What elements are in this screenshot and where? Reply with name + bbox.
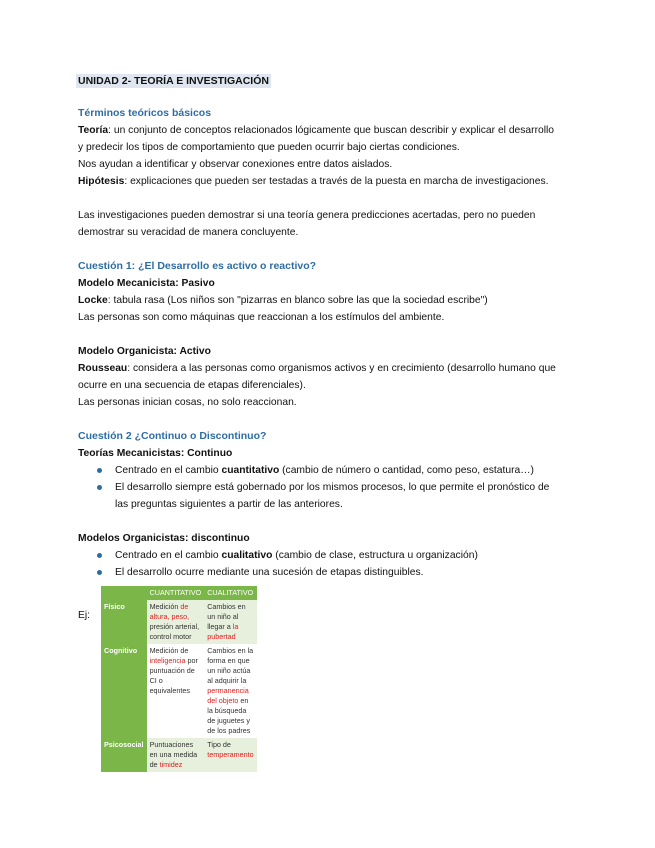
organicist-list (78, 547, 578, 581)
mechanistic-model-title: Modelo Mecanicista: Pasivo (78, 278, 215, 289)
row-header: Físico (101, 600, 147, 644)
table-header-empty (101, 586, 147, 600)
section-heading-q1: Cuestión 1: ¿El Desarrollo es activo o reactivo? (78, 260, 317, 272)
example-label: Ej: (78, 610, 91, 621)
list-item: El desarrollo siempre está gobernado por los mismos procesos, lo que permite el pronóstico de las preguntas siguientes a partir de las anteriores. (78, 479, 578, 513)
organicist-models-title: Modelos Organicistas: discontinuo (78, 533, 250, 544)
table-header-qualitative: CUALITATIVO (204, 586, 256, 600)
hypothesis-paragraph: Hipótesis: explicaciones que pueden ser testadas a través de la puesta en marcha de investigaciones. (78, 176, 549, 187)
list-item: El desarrollo ocurre mediante una sucesión de etapas distinguibles. (78, 564, 578, 581)
table-row (101, 644, 257, 738)
theory-paragraph-cont: y predecir los tipos de comportamiento que pueden ocurrir bajo ciertas condiciones. (78, 142, 460, 153)
section-heading-terms: Términos teóricos básicos (78, 107, 212, 119)
organicist-text: Las personas inician cosas, no solo reaccionan. (78, 397, 297, 408)
organicist-model-title: Modelo Organicista: Activo (78, 346, 211, 357)
bullet-icon (97, 485, 102, 490)
table-row (101, 600, 257, 644)
row-header: Psicosocial (101, 738, 147, 772)
rousseau-paragraph-cont: ocurre en una secuencia de etapas diferenciales). (78, 380, 306, 391)
mechanistic-text: Las personas son como máquinas que reaccionan a los estímulos del ambiente. (78, 312, 445, 323)
mechanistic-theories-title: Teorías Mecanicistas: Continuo (78, 448, 233, 459)
bullet-icon (97, 570, 102, 575)
list-item: Centrado en el cambio cuantitativo (cambio de número o cantidad, como peso, estatura…) (78, 462, 578, 479)
list-item: Centrado en el cambio cualitativo (cambio de clase, estructura u organización) (78, 547, 578, 564)
mechanistic-list (78, 462, 578, 513)
table-row (101, 738, 257, 772)
example-table (101, 586, 257, 772)
page-title: UNIDAD 2- TEORÍA E INVESTIGACIÓN (78, 75, 269, 87)
document-page (78, 74, 578, 581)
table-cell: Puntuaciones en una medida de timidez (147, 738, 205, 772)
table-cell: Medición de altura, peso, presión arterial, control motor (147, 600, 205, 644)
table-cell: Medición de inteligencia por puntuación de CI o equivalentes (147, 644, 205, 738)
rousseau-paragraph: Rousseau: considera a las personas como organismos activos y en crecimiento (desarrollo humano que (78, 363, 556, 374)
bullet-icon (97, 553, 102, 558)
bullet-icon (97, 468, 102, 473)
table-cell: Tipo de temperamento (204, 738, 256, 772)
theory-paragraph: Teoría: un conjunto de conceptos relacionados lógicamente que buscan describir y explicar el desarrollo (78, 125, 555, 136)
table-cell: Cambios en un niño al llegar a la pubertad (204, 600, 256, 644)
section-heading-q2: Cuestión 2 ¿Continuo o Discontinuo? (78, 430, 267, 442)
help-paragraph: Nos ayudan a identificar y observar conexiones entre datos aislados. (78, 159, 393, 170)
investigation-paragraph-cont: demostrar su veracidad de manera concluyente. (78, 227, 299, 238)
table-cell: Cambios en la forma en que un niño actúa al adquirir la permanencia del objeto en la búsqueda de juguetes y de los padres (204, 644, 256, 738)
table-header-quantitative: CUANTITATIVO (147, 586, 205, 600)
row-header: Cognitivo (101, 644, 147, 738)
locke-paragraph: Locke: tabula rasa (Los niños son "pizarras en blanco sobre las que la sociedad escribe") (78, 295, 488, 306)
investigation-paragraph: Las investigaciones pueden demostrar si una teoría genera predicciones acertadas, pero no pueden (78, 210, 536, 221)
